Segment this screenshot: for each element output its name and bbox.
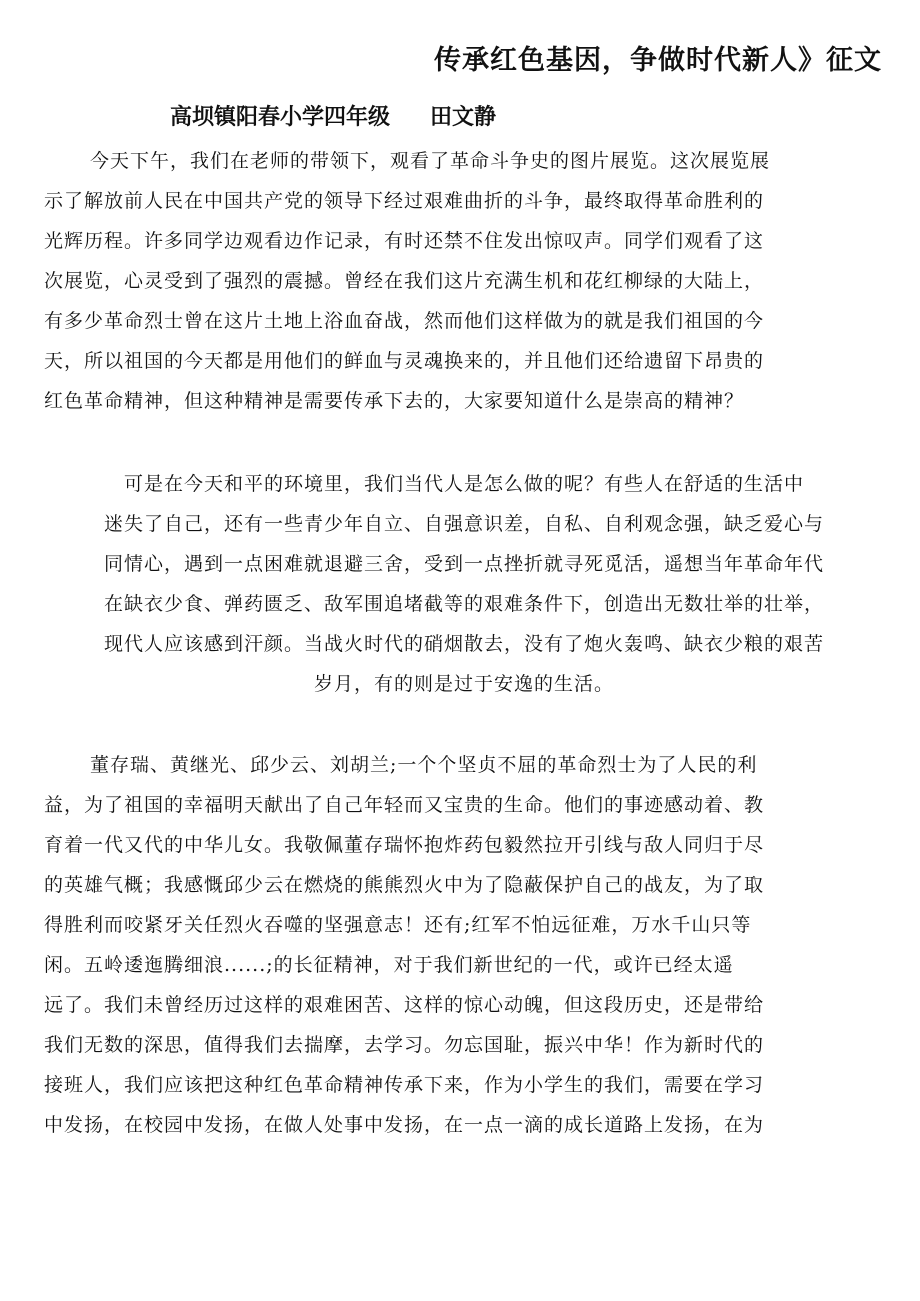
paragraph-line: 董存瑞、黄继光、邱少云、刘胡兰;一个个坚贞不屈的革命烈士为了人民的利 (90, 754, 758, 776)
paragraph-2 (44, 464, 884, 704)
paragraph-line: 得胜利而咬紧牙关任烈火吞噬的坚强意志！还有;红军不怕远征难，万水千山只等 (44, 914, 752, 936)
paragraph-1 (44, 141, 884, 421)
paragraph-line: 益，为了祖国的幸福明天献出了自己年轻而又宝贵的生命。他们的事迹感动着、教 (44, 794, 765, 816)
paragraph-line: 今天下午，我们在老师的带领下，观看了革命斗争史的图片展览。这次展览展 (90, 150, 771, 172)
paragraph-line: 远了。我们未曾经历过这样的艰难困苦、这样的惊心动魄，但这段历史，还是带给 (44, 994, 765, 1016)
paragraph-line: 红色革命精神，但这种精神是需要传承下去的，大家要知道什么是崇高的精神？ (44, 390, 745, 412)
paragraph-line: 示了解放前人民在中国共产党的领导下经过艰难曲折的斗争，最终取得革命胜利的 (44, 190, 765, 212)
school-grade: 高坝镇阳春小学四年级 (170, 105, 391, 130)
byline (170, 100, 496, 131)
paragraph-line: 光辉历程。许多同学边观看边作记录，有时还禁不住发出惊叹声。同学们观看了这 (44, 230, 765, 252)
paragraph-line: 我们无数的深思，值得我们去揣摩，去学习。勿忘国耻，振兴中华！作为新时代的 (44, 1034, 765, 1056)
paragraph-line: 次展览，心灵受到了强烈的震撼。曾经在我们这片充满生机和花红柳绿的大陆上， (44, 270, 765, 292)
paragraph-line: 迷失了自己，还有一些青少年自立、自强意识差，自私、自利观念强，缺乏爱心与 (103, 513, 824, 535)
author-name: 田文静 (430, 105, 497, 130)
paragraph-line: 可是在今天和平的环境里，我们当代人是怎么做的呢？有些人在舒适的生活中 (123, 473, 804, 495)
essay-title: 传承红色基因，争做时代新人》征文 (434, 45, 882, 76)
paragraph-line: 同情心，遇到一点困难就退避三舍，受到一点挫折就寻死觅活，遥想当年革命年代 (103, 553, 824, 575)
paragraph-line: 中发扬，在校园中发扬，在做人处事中发扬，在一点一滴的成长道路上发扬，在为 (44, 1114, 765, 1136)
paragraph-line: 闲。五岭逶迤腾细浪......;的长征精神，对于我们新世纪的一代，或许已经太遥 (44, 954, 734, 976)
paragraph-line: 现代人应该感到汗颜。当战火时代的硝烟散去，没有了炮火轰鸣、缺衣少粮的艰苦 (103, 633, 824, 655)
paragraph-line: 天，所以祖国的今天都是用他们的鲜血与灵魂换来的，并且他们还给遗留下昂贵的 (44, 350, 765, 372)
paragraph-line: 育着一代又代的中华儿女。我敬佩董存瑞怀抱炸药包毅然拉开引线与敌人同归于尽 (44, 834, 765, 856)
paragraph-3 (44, 745, 884, 1145)
paragraph-line: 岁月，有的则是过于安逸的生活。 (313, 673, 614, 695)
paragraph-line: 在缺衣少食、弹药匮乏、敌军围追堵截等的艰难条件下，创造出无数壮举的壮举， (103, 593, 824, 615)
paragraph-line: 接班人，我们应该把这种红色革命精神传承下来，作为小学生的我们，需要在学习 (44, 1074, 765, 1096)
paragraph-line: 的英雄气概；我感慨邱少云在燃烧的熊熊烈火中为了隐蔽保护自己的战友，为了取 (44, 874, 765, 896)
paragraph-line: 有多少革命烈士曾在这片土地上浴血奋战，然而他们这样做为的就是我们祖国的今 (44, 310, 765, 332)
